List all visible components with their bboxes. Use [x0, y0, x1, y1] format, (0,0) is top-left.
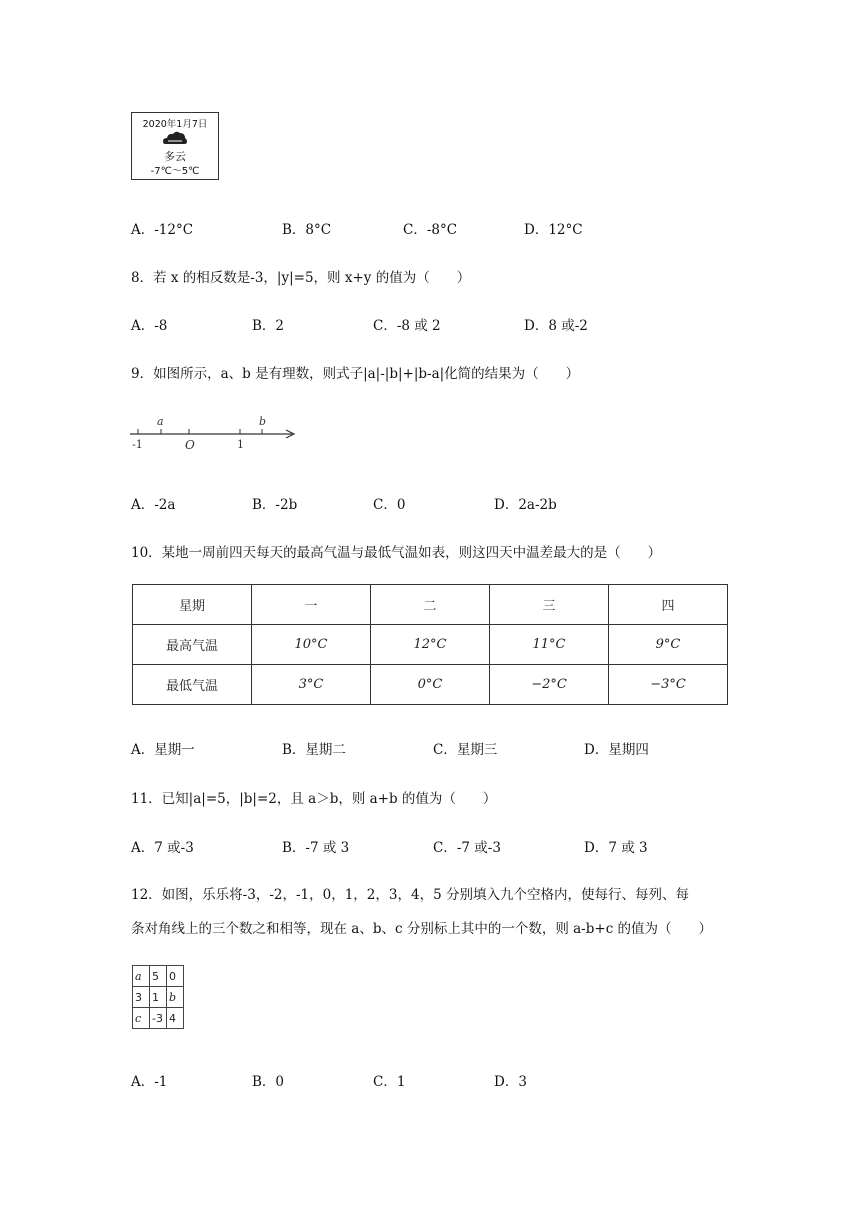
q12-option-c: C．1 — [373, 1074, 406, 1090]
table-cell: 3°C — [252, 665, 371, 705]
number-line — [128, 410, 303, 452]
grid-cell: b — [167, 987, 184, 1008]
label-b: b — [259, 415, 267, 428]
weather-date: 2020年1月7日 — [142, 119, 208, 130]
table-row — [133, 1008, 184, 1029]
q9-option-d: D．2a-2b — [494, 497, 557, 513]
q9-option-b: B．-2b — [252, 497, 298, 513]
q9-option-a: A．-2a — [131, 497, 176, 513]
q7-option-a: A．-12°C — [131, 222, 194, 238]
label-a: a — [157, 415, 164, 428]
q11-text: 11．已知|a|=5，|b|=2，且 a＞b，则 a+b 的值为（ ） — [131, 791, 497, 807]
table-row — [133, 966, 184, 987]
row-label: 最低气温 — [133, 665, 252, 705]
grid-cell: 5 — [150, 966, 167, 987]
grid-cell: 3 — [133, 987, 150, 1008]
grid-cell: -3 — [150, 1008, 167, 1029]
q11-option-b: B．-7 或 3 — [282, 840, 350, 856]
grid-cell: a — [133, 966, 150, 987]
q12-text-line1: 12．如图，乐乐将-3，-2，-1，0，1，2，3，4，5 分别填入九个空格内，使每行、每列、每 — [131, 887, 689, 903]
q10-option-a: A．星期一 — [131, 742, 195, 758]
q8-text: 8．若 x 的相反数是-3，|y|=5，则 x+y 的值为（ ） — [131, 270, 471, 286]
grid-cell: 1 — [150, 987, 167, 1008]
q10-text: 10．某地一周前四天每天的最高气温与最低气温如表，则这四天中温差最大的是（ ） — [131, 545, 662, 561]
q11-option-c: C．-7 或-3 — [433, 840, 501, 856]
grid-cell: 0 — [167, 966, 184, 987]
q10-option-c: C．星期三 — [433, 742, 498, 758]
temperature-table — [132, 584, 728, 705]
row-label: 最高气温 — [133, 625, 252, 665]
q10-option-b: B．星期二 — [282, 742, 346, 758]
table-cell: 9°C — [609, 625, 728, 665]
q11-option-a: A．7 或-3 — [131, 840, 194, 856]
q7-option-d: D．12°C — [524, 222, 583, 238]
q9-text: 9．如图所示，a、b 是有理数，则式子|a|-|b|+|b-a|化简的结果为（ ） — [131, 366, 580, 382]
table-row — [133, 987, 184, 1008]
table-row — [133, 625, 728, 665]
q11-option-d: D．7 或 3 — [584, 840, 648, 856]
magic-square-grid — [132, 965, 184, 1029]
table-row — [133, 585, 728, 625]
weather-card — [131, 112, 219, 180]
cloud-icon — [162, 129, 188, 147]
table-row — [133, 665, 728, 705]
q7-option-b: B．8°C — [282, 222, 332, 238]
table-cell: 12°C — [371, 625, 490, 665]
tick-label-1: 1 — [237, 438, 244, 451]
q9-option-c: C．0 — [373, 497, 406, 513]
table-header-cell: 二 — [371, 585, 490, 625]
q8-option-c: C．-8 或 2 — [373, 318, 441, 334]
q12-option-b: B．0 — [252, 1074, 285, 1090]
table-cell: 10°C — [252, 625, 371, 665]
weather-condition: 多云 — [164, 150, 186, 163]
table-header-cell: 三 — [490, 585, 609, 625]
tick-label-origin: O — [185, 438, 195, 452]
grid-cell: 4 — [167, 1008, 184, 1029]
table-header-cell: 一 — [252, 585, 371, 625]
q12-option-d: D．3 — [494, 1074, 527, 1090]
q7-option-c: C．-8°C — [403, 222, 458, 238]
table-cell: 0°C — [371, 665, 490, 705]
q8-option-b: B．2 — [252, 318, 285, 334]
q10-option-d: D．星期四 — [584, 742, 649, 758]
table-header-cell: 四 — [609, 585, 728, 625]
table-cell: 11°C — [490, 625, 609, 665]
q8-option-a: A．-8 — [131, 318, 168, 334]
tick-label-neg1: -1 — [132, 438, 143, 451]
table-cell: −3°C — [609, 665, 728, 705]
table-header-cell: 星期 — [133, 585, 252, 625]
table-cell: −2°C — [490, 665, 609, 705]
q12-option-a: A．-1 — [131, 1074, 168, 1090]
weather-range: -7℃～5℃ — [150, 166, 200, 177]
q8-option-d: D．8 或-2 — [524, 318, 588, 334]
grid-cell: c — [133, 1008, 150, 1029]
q12-text-line2: 条对角线上的三个数之和相等，现在 a、b、c 分别标上其中的一个数，则 a-b+c 的值为（ ） — [131, 921, 713, 937]
